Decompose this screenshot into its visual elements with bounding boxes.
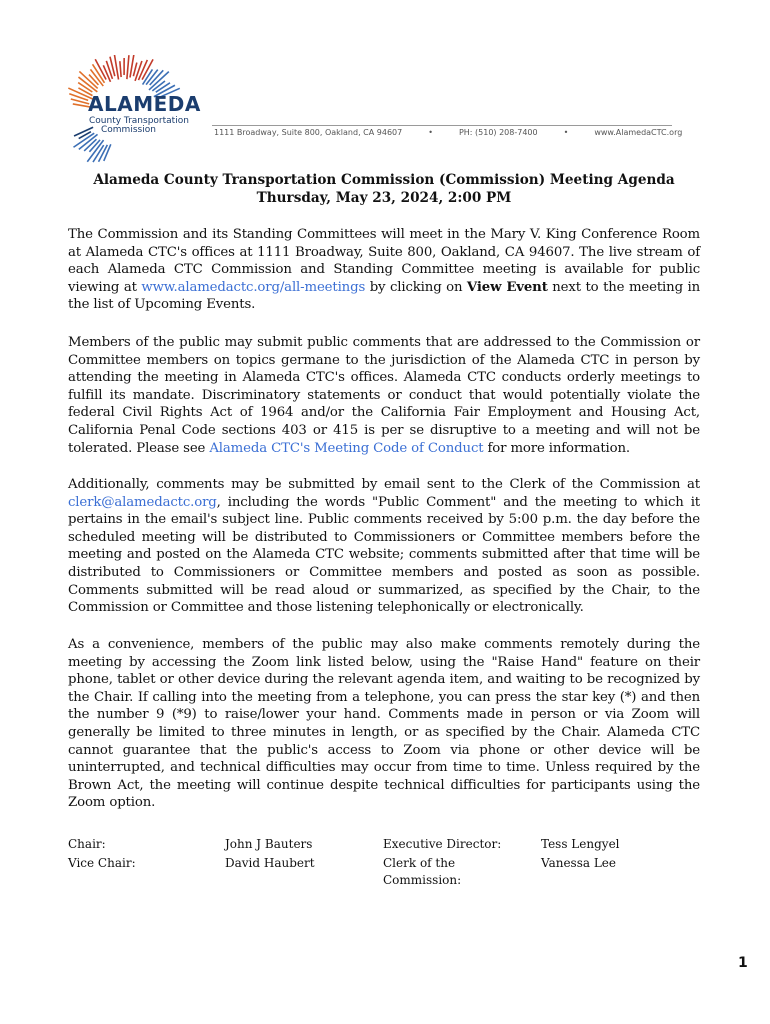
address: 1111 Broadway, Suite 800, Oakland, CA 94607 [214, 128, 403, 137]
officials-row [68, 836, 668, 853]
official-name: David Haubert [225, 856, 315, 870]
p1-text: by clicking on [365, 279, 467, 295]
website-link[interactable]: www.AlamedaCTC.org [594, 128, 683, 137]
logo-ray [104, 144, 111, 161]
p1-text: The Commission and its Standing Committees will meet in the Mary V. King Conference Room at Alameda CTC's offices at 1111 Broadway, Suite 800, Oakland, CA 94607. The live stream of each Alameda CTC Commission and Standing Committee meeting is available for public viewing at [68, 227, 700, 295]
contact-line [214, 128, 683, 137]
page-number: 1 [738, 955, 748, 971]
paragraph-remote-comments: As a convenience, members of the public may also make comments remotely during the meeting by accessing the Zoom link listed below, using the "Raise Hand" feature on their phone, tablet or other device during the relevant agenda item, and waiting to be recognized by the Chair. If calling into the meeting from a telephone, you can press the star key (*) and then the number 9 (*9) to raise/lower your hand. Comments made in person or via Zoom will generally be limited to three minutes in length, or as specified by the Chair. Alameda CTC cannot guarantee that the public's access to Zoom via phone or other device will be uninterrupted, and technical difficulties may occur from time to time. Unless required by the Brown Act, the meeting will continue despite technical difficulties for participants using the Zoom option. [68, 637, 700, 811]
official-name: John J Bauters [225, 837, 313, 851]
paragraph-email-comments [68, 476, 700, 617]
p2-text: Members of the public may submit public comments that are addressed to the Commission or Committee members on topics germane to the jurisdiction of the Alameda CTC in person by attending the meeting in Alameda CTC's offices. Alameda CTC conducts orderly meetings to fulfill its mandate. Discriminatory statements or conduct that would potentially violate the federal Civil Rights Act of 1964 and/or the California Fair Employment and Housing Act, California Penal Code sections 403 or 415 is per se disruptive to a meeting and will not be tolerated. Please see [68, 335, 700, 456]
logo-ray [127, 55, 129, 79]
officials-table [68, 836, 668, 891]
bullet-separator: • [428, 128, 433, 137]
header-rule [212, 125, 672, 126]
p2-text: for more information. [483, 440, 630, 456]
logo-ray [89, 75, 98, 85]
all-meetings-link[interactable]: www.alamedactc.org/all-meetings [141, 279, 366, 295]
role-label: Executive Director: [383, 837, 502, 851]
official-name: Vanessa Lee [541, 856, 617, 870]
agenda-title-line1: Alameda County Transportation Commission (Commission) Meeting Agenda [93, 172, 675, 188]
logo-wordmark: ALAMEDA [88, 92, 201, 116]
official-name: Tess Lengyel [541, 837, 620, 851]
role-label: Clerk of the Commission: [383, 856, 462, 887]
clerk-email-link[interactable]: clerk@alamedactc.org [68, 494, 217, 510]
officials-row [68, 855, 668, 889]
role-label: Chair: [68, 837, 106, 851]
logo-ray [133, 63, 136, 77]
phone: PH: (510) 208-7400 [458, 128, 538, 137]
logo-ray [120, 61, 121, 77]
logo-subtitle-line1: County Transportation [89, 116, 189, 126]
agenda-title-date: Thursday, May 23, 2024, 2:00 PM [256, 190, 512, 206]
view-event-label: View Event [466, 279, 548, 295]
bullet-separator: • [563, 128, 569, 137]
paragraph-public-comments [68, 334, 700, 457]
code-of-conduct-link[interactable]: Alameda CTC's Meeting Code of Conduct [209, 440, 484, 456]
p1-text: next to the meeting in the list of Upcoming Events. [68, 279, 700, 313]
p3-text: Additionally, comments may be submitted by email sent to the Clerk of the Commission at [68, 477, 700, 492]
logo-subtitle [89, 117, 189, 135]
role-label: Vice Chair: [68, 856, 136, 870]
paragraph-location [68, 226, 700, 314]
p3-text: , including the words "Public Comment" and the meeting to which it pertains in the email's subject line. Public comments received by 5:00 p.m. the day before the scheduled meeting will be distributed to Commissioners or Committee members before the meeting and posted on the Alameda CTC website; comments submitted after that time will be distributed to Commissioners or Committee members and posted as soon as possible. Comments submitted will be read aloud or summarized, as specified by the Chair, to the Commission or Committee and those listening telephonically or electronically. [68, 494, 700, 616]
logo-subtitle-line2: Commission [101, 125, 156, 135]
letterhead [62, 55, 682, 167]
agenda-title [68, 171, 700, 207]
